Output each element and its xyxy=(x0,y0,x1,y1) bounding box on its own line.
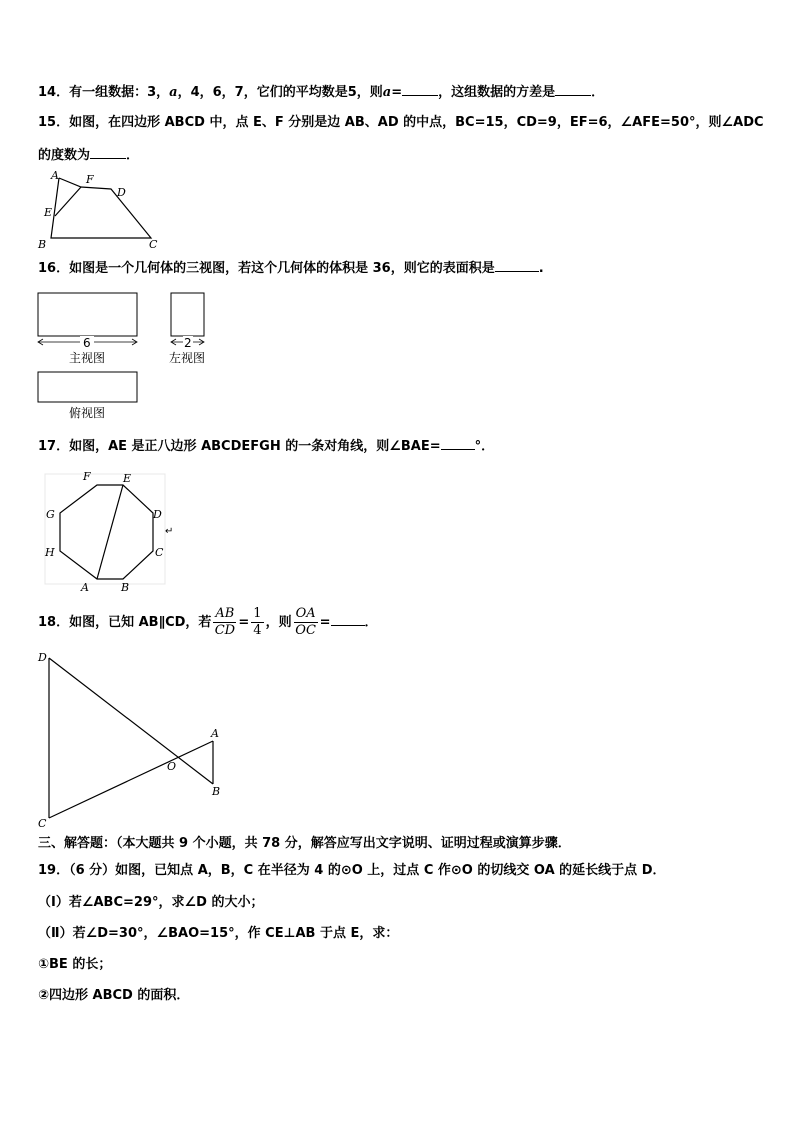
top-view-rect xyxy=(38,372,137,402)
q18-text-b: ，则 xyxy=(265,615,292,630)
q14-text-a: 14．有一组数据：3， xyxy=(38,85,170,100)
frac1-den: CD xyxy=(214,623,236,638)
front-view-rect xyxy=(38,293,137,336)
frac1-num: AB xyxy=(215,606,235,621)
question-15-line-2 xyxy=(38,146,139,165)
front-view-caption: 主视图 xyxy=(69,351,106,365)
q15-label-a: A xyxy=(51,169,59,182)
question-19-sub-1: ①BE 的长； xyxy=(38,957,112,972)
question-19-part-1: （Ⅰ）若∠ABC=29°，求∠D 的大小； xyxy=(38,895,264,910)
q17-label-g: G xyxy=(46,508,55,521)
q15-label-f: F xyxy=(86,173,94,186)
q14-text-c: = xyxy=(391,85,403,100)
q18-label-b: B xyxy=(212,785,221,798)
side-view-rect xyxy=(171,293,204,336)
q14-end: ． xyxy=(591,85,605,100)
q17-answer-blank[interactable] xyxy=(441,437,475,450)
q18-text-c: = xyxy=(319,615,331,630)
q18-answer-blank[interactable] xyxy=(331,613,365,626)
q18-end: ． xyxy=(364,615,378,630)
dim-6-label: 6 xyxy=(83,336,91,350)
q18-eq: = xyxy=(238,615,250,630)
frac2-num: 1 xyxy=(253,606,262,621)
q18-text-a: 18．如图，已知 AB∥CD，若 xyxy=(38,615,212,630)
q16-end: . xyxy=(538,261,544,276)
question-19-sub-2: ②四边形 ABCD 的面积． xyxy=(38,988,190,1003)
q16-answer-blank[interactable] xyxy=(495,259,539,272)
dim-2-label: 2 xyxy=(184,336,192,350)
side-view-caption: 左视图 xyxy=(169,351,206,365)
q17-octagon-figure xyxy=(40,468,180,593)
q17-label-a: A xyxy=(81,581,89,594)
frac3-den: OC xyxy=(295,623,316,638)
q17-end: °． xyxy=(474,439,495,454)
q14-answer-blank-2[interactable] xyxy=(555,83,591,96)
q17-label-f: F xyxy=(83,470,91,483)
q18-label-o: O xyxy=(167,760,177,773)
q14-answer-blank-1[interactable] xyxy=(402,83,438,96)
q15-label-c: C xyxy=(149,238,158,251)
question-19-part-2: （Ⅱ）若∠D=30°，∠BAO=15°，作 CE⊥AB 于点 E，求： xyxy=(38,926,399,941)
question-17 xyxy=(38,437,494,456)
q17-text: 17．如图，AE 是正八边形 ABCDEFGH 的一条对角线，则∠BAE= xyxy=(38,439,441,454)
question-19-line-1: 19．（6 分）如图，已知点 A，B，C 在半径为 4 的⊙O 上，过点 C 作⊙O 的切线交 OA 的延长线于点 D． xyxy=(38,863,666,878)
q15-text: 的度数为 xyxy=(38,148,91,163)
question-14 xyxy=(38,83,604,102)
q14-var-a: a xyxy=(169,85,178,100)
q14-text-d: ，这组数据的方差是 xyxy=(438,85,556,100)
q15-answer-blank[interactable] xyxy=(90,146,126,159)
q16-three-views-figure xyxy=(36,290,236,420)
q17-label-h: H xyxy=(45,546,55,559)
octagon-shape xyxy=(60,485,153,579)
q17-label-b: B xyxy=(121,581,130,594)
q14-text-b: ，4，6，7，它们的平均数是5，则 xyxy=(177,85,383,100)
q18-label-c: C xyxy=(38,817,47,830)
frac2-den: 4 xyxy=(253,623,262,638)
q18-frac-ab-cd xyxy=(213,606,236,639)
q16-text: 16．如图是一个几何体的三视图，若这个几何体的体积是 36，则它的表面积是 xyxy=(38,261,495,276)
frac3-num: OA xyxy=(295,606,316,621)
q18-frac-oa-oc xyxy=(294,606,318,639)
q15-label-e: E xyxy=(44,206,53,219)
q14-var-a2: a xyxy=(382,85,392,100)
q18-label-d: D xyxy=(38,651,47,664)
q15-label-d: D xyxy=(117,186,126,199)
return-mark: ↵ xyxy=(165,526,174,537)
q18-label-a: A xyxy=(211,727,219,740)
q15-label-b: B xyxy=(38,238,47,251)
q17-label-e: E xyxy=(123,472,132,485)
top-view-caption: 俯视图 xyxy=(69,406,106,420)
diagonal-ae xyxy=(97,485,123,579)
q18-triangles-figure xyxy=(36,650,236,830)
q15-end: ． xyxy=(126,148,140,163)
q17-label-d: D xyxy=(153,508,162,521)
question-15-line-1: 15．如图，在四边形 ABCD 中，点 E、F 分别是边 AB、AD 的中点，BC=15，CD=9，EF=6，∠AFE=50°，则∠ADC xyxy=(38,115,764,130)
q17-label-c: C xyxy=(155,546,164,559)
q15-quadrilateral-figure xyxy=(36,170,166,250)
question-18 xyxy=(38,606,378,640)
q18-frac-1-4 xyxy=(251,606,263,639)
question-16 xyxy=(38,259,544,278)
section-heading: 三、解答题：（本大题共 9 个小题，共 78 分，解答应写出文字说明、证明过程或演算步骤． xyxy=(38,836,571,851)
